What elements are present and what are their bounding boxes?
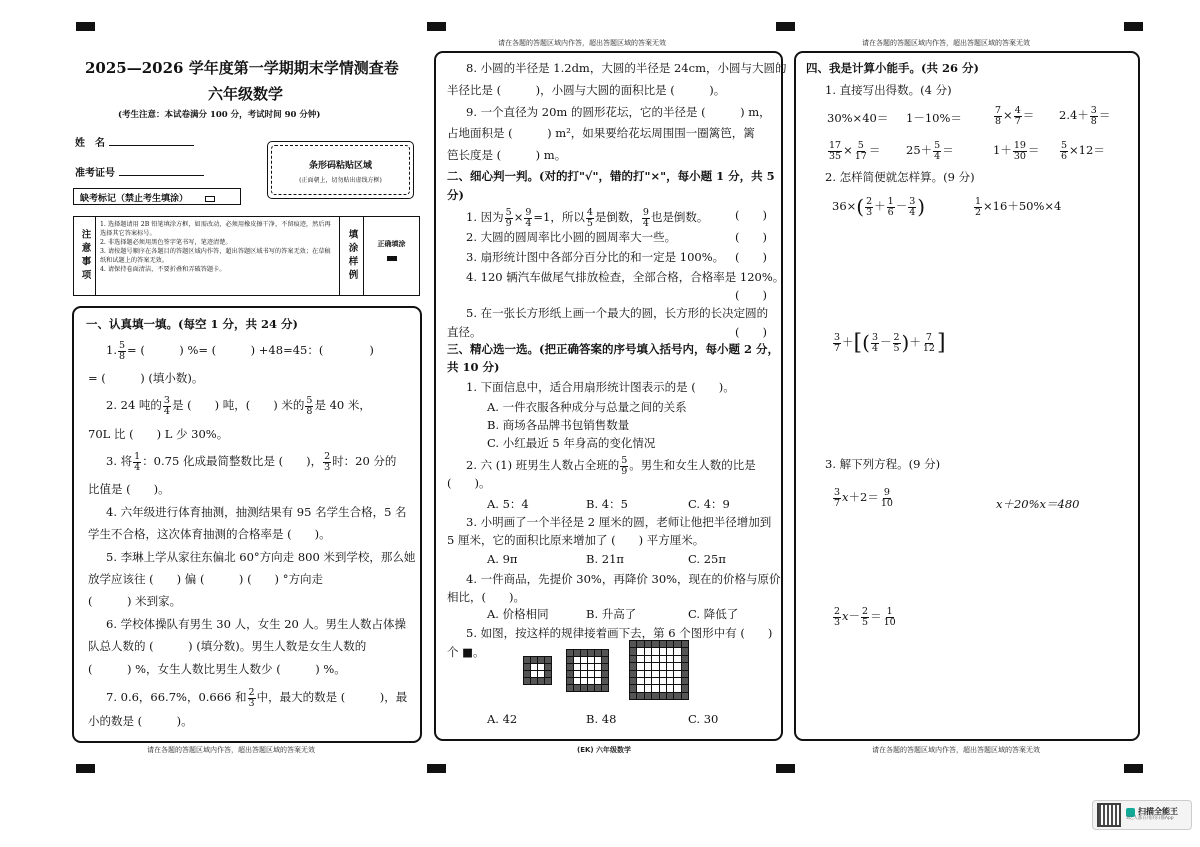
barcode-title: 条形码粘贴区域: [308, 161, 372, 171]
choice-option: A. 42: [487, 712, 518, 726]
question-line: 9. 一个直径为 20m 的圆形花坛，它的半径是 ( ) m，: [466, 105, 771, 119]
choice-option: C. 降低了: [688, 607, 739, 621]
choice-item: 相比，( )。: [447, 590, 525, 604]
question-line: 4. 六年级进行体育抽测，抽测结果有 95 名学生合格，5 名: [106, 505, 407, 519]
choice-option: A. 价格相同: [487, 607, 549, 621]
alignment-mark: [776, 764, 795, 773]
notice-head: 注意事项: [74, 217, 96, 295]
choice-item: 2. 六 (1) 班男生人数占全班的 $\frac{5}{9}$ 。男生和女生人数的比是: [466, 455, 756, 477]
judge-item: 2. 大圆的圆周率比小圆的圆周率大一些。: [466, 230, 677, 244]
choice-option: A. 一件衣服各种成分与总量之间的关系: [487, 400, 687, 414]
question-line: 3. 将 $\frac{1}{4}$ ：0.75 化成最简整数比是 ( )， $\frac{2}{3}$ 时：20 分的: [106, 451, 397, 473]
alignment-mark: [1124, 22, 1143, 31]
section-heading: 分): [447, 188, 464, 202]
question-line: 2. 24 吨的 $\frac{3}{4}$ 是 ( ) 吨，( ) 米的 $\frac{5}{8}$ 是 40 米，: [106, 395, 371, 417]
choice-option: C. 25π: [688, 552, 726, 566]
choice-option: B. 48: [586, 712, 617, 726]
alignment-mark: [76, 22, 95, 31]
calc-expression: $\frac{1}{2}$ ×16＋50%×4: [975, 196, 1062, 218]
notice-item: 1. 选择题请用 2B 铅笔填涂方框，如需改动，必须用橡皮擦干净，不留痕迹，然后再选择其它答案标号。: [100, 221, 331, 237]
choice-item: ( )。: [447, 476, 491, 490]
scanner-subtitle: 3亿人都在用的扫描App: [1126, 816, 1174, 822]
choice-item: 5. 如图，按这样的规律接着画下去，第 6 个图形中有 ( ): [466, 626, 773, 640]
calc-item: 1－10%＝: [906, 111, 962, 125]
choice-option: B. 商场各品牌书包销售数量: [487, 418, 630, 432]
calc-item: 2.4＋ $\frac{3}{8}$ ＝: [1059, 105, 1111, 127]
section-heading: 二、细心判一判。(对的打"√"，错的打"×"，每小题 1 分，共 5: [447, 169, 775, 183]
answer-paren[interactable]: ( ): [735, 325, 767, 339]
section-heading: 共 10 分): [447, 360, 500, 374]
section-heading: 一、认真填一填。(每空 1 分，共 24 分): [86, 317, 298, 331]
notice-item: 4. 请保持卷面清洁，不要折叠和弄破答题卡。: [100, 266, 226, 273]
choice-option: C. 30: [688, 712, 719, 726]
top-notice: 请在各题的答题区域内作答，超出答题区域的答案无效: [862, 39, 1030, 47]
question-line: ( ) 米到家。: [88, 594, 182, 608]
question-line: 70L 比 ( ) L 少 30%。: [88, 427, 229, 441]
choice-option: C. 小红最近 5 年身高的变化情况: [487, 436, 656, 450]
choice-option: A. 9π: [487, 552, 518, 566]
choice-option: B. 升高了: [586, 607, 637, 621]
alignment-mark: [1124, 764, 1143, 773]
exam-subject: 六年级数学: [208, 85, 284, 103]
alignment-mark: [76, 764, 95, 773]
pattern-figure-1: [523, 656, 552, 685]
question-line: 3. 解下列方程。(9 分): [825, 457, 941, 471]
name-label: 姓 名: [75, 138, 105, 149]
question-line: = ( ) (填小数)。: [88, 371, 204, 385]
calc-item: 25＋ $\frac{5}{4}$ ＝: [906, 140, 954, 162]
fill-head: 填涂样例: [340, 217, 364, 295]
choice-item: 个 ■。: [447, 645, 485, 659]
exam-id-label: 准考证号: [75, 168, 115, 179]
equation: $\frac{3}{7}$ x＋2＝ $\frac{9}{10}$: [834, 487, 893, 509]
question-line: 2. 怎样简便就怎样算。(9 分): [825, 170, 975, 184]
qr-code-icon: [1097, 803, 1121, 827]
question-line: 1. 直接写出得数。(4 分): [825, 83, 952, 97]
calc-expression: $\frac{3}{7}$ ＋[( $\frac{3}{4}$ － $\frac{2}{5}$ )＋ $\frac{7}{12}$ ]: [834, 330, 946, 356]
calc-item: $\frac{7}{8}$ × $\frac{4}{7}$ ＝: [995, 105, 1035, 127]
calc-item: $\frac{5}{6}$ ×12＝: [1061, 140, 1105, 162]
judge-item: 直径。: [447, 325, 482, 339]
notice-list: [96, 217, 340, 295]
pattern-figure-2: [566, 649, 609, 692]
judge-item: 1. 因为 $\frac{5}{9}$ × $\frac{9}{4}$ =1，所以 $\frac{4}{5}$ 是倒数， $\frac{9}{4}$ 也是倒数。: [466, 207, 709, 229]
question-line: 占地面积是 ( ) m²，如果要给花坛周围围一圈篱笆，篱: [447, 126, 755, 140]
calc-expression: 36×( $\frac{2}{3}$ ＋ $\frac{1}{6}$ － $\frac{3}{4}$ ): [832, 194, 926, 219]
barcode-note: (正面朝上，切勿贴出虚线方框): [299, 177, 382, 184]
section-heading: 四、我是计算小能手。(共 26 分): [806, 61, 979, 75]
choice-item: 4. 一件商品，先提价 30%，再降价 30%，现在的价格与原价: [466, 572, 781, 586]
question-line: 小的数是 ( )。: [88, 714, 193, 728]
question-line: 8. 小圆的半径是 1.2dm，大圆的半径是 24cm，小圆与大圆的: [466, 61, 787, 75]
judge-item: 4. 120 辆汽车做尾气排放检查，全部合格，合格率是 120%。: [466, 270, 785, 284]
choice-option: A. 5：4: [487, 497, 529, 511]
question-line: 放学应该往 ( ) 偏 ( ) ( ) °方向走: [88, 572, 323, 586]
exam-note: (考生注意：本试卷满分 100 分，考试时间 90 分钟): [118, 110, 321, 120]
scanner-brand: 扫描全能王: [1138, 807, 1178, 817]
judge-item: 3. 扇形统计图中各部分百分比的和一定是 100%。: [466, 250, 725, 264]
barcode-area: [267, 141, 414, 199]
question-line: 6. 学校体操队有男生 30 人，女生 20 人。男生人数占体操: [106, 617, 407, 631]
notice-item: 2. 非选择题必须用黑色签字笔书写，笔迹清楚。: [100, 239, 232, 246]
question-line: 比值是 ( )。: [88, 482, 170, 496]
choice-item: 5 厘米，它的面积比原来增加了 ( ) 平方厘米。: [447, 533, 705, 547]
bottom-notice: 请在各题的答题区域内作答，超出答题区域的答案无效: [147, 746, 315, 754]
question-line: 7. 0.6，66.7%，0.666 和 $\frac{2}{3}$ 中，最大的数是 ( )，最: [106, 687, 408, 709]
choice-item: 1. 下面信息中，适合用扇形统计图表示的是 ( )。: [466, 380, 735, 394]
answer-paren[interactable]: ( ): [735, 230, 767, 244]
exam-id-field[interactable]: [75, 164, 204, 179]
choice-option: B. 4：5: [586, 497, 628, 511]
top-notice: 请在各题的答题区域内作答，超出答题区域的答案无效: [498, 39, 666, 47]
calc-item: 30%×40＝: [827, 111, 889, 125]
bottom-notice: 请在各题的答题区域内作答，超出答题区域的答案无效: [872, 746, 1040, 754]
calc-item: $\frac{17}{35}$ × $\frac{5}{17}$ ＝: [829, 140, 881, 162]
absent-checkbox[interactable]: [205, 196, 215, 202]
fill-sample: [387, 256, 397, 261]
question-line: 学生不合格，这次体育抽测的合格率是 ( )。: [88, 527, 331, 541]
question-line: 5. 李琳上学从家往东偏北 60°方向走 800 米到学校，那么她: [106, 550, 416, 564]
correct-fill-label: 正确填涂: [377, 239, 406, 248]
question-line: ( ) %，女生人数比男生人数少 ( ) %。: [88, 662, 346, 676]
answer-paren[interactable]: ( ): [735, 250, 767, 264]
notice-table: [73, 216, 420, 296]
judge-item: 5. 在一张长方形纸上画一个最大的圆，长方形的长决定圆的: [466, 306, 769, 320]
pattern-figure-3: [629, 640, 689, 700]
exam-title: 2025—2026 学年度第一学期期末学情测查卷: [85, 59, 399, 77]
answer-paren[interactable]: ( ): [735, 208, 767, 222]
section-heading: 三、精心选一选。(把正确答案的序号填入括号内，每小题 2 分，: [447, 342, 779, 356]
choice-option: C. 4：9: [688, 497, 730, 511]
name-field[interactable]: [75, 134, 194, 149]
alignment-mark: [776, 22, 795, 31]
calc-item: 1＋ $\frac{19}{30}$ ＝: [993, 140, 1040, 162]
equation: $\frac{2}{3}$ x－ $\frac{2}{5}$ ＝ $\frac{1}{10}$: [834, 606, 896, 628]
absent-mark-box: [73, 188, 241, 205]
answer-paren[interactable]: ( ): [735, 288, 767, 302]
choice-option: B. 21π: [586, 552, 624, 566]
question-line: 笆长度是 ( ) m。: [447, 148, 567, 162]
notice-item: 3. 请按题号顺序在各题目的答题区域内作答，超出答题区域书写的答案无效；在草稿纸和试题上的答案无效。: [100, 248, 331, 264]
question-line: 半径比是 ( )，小圆与大圆的面积比是 ( )。: [447, 83, 726, 97]
question-line: 队总人数的 ( ) (填分数)。男生人数是女生人数的: [88, 639, 367, 653]
question-line: 1. $\frac{5}{8}$ = ( ) %= ( ) +48=45：( ): [106, 340, 374, 362]
page-label: (EK) 六年级数学: [577, 746, 632, 754]
absent-label: 缺考标记（禁止考生填涂）: [80, 194, 189, 204]
alignment-mark: [427, 22, 446, 31]
choice-item: 3. 小明画了一个半径是 2 厘米的圆，老师让他把半径增加到: [466, 515, 772, 529]
equation: x＋20%x＝480: [996, 497, 1080, 511]
alignment-mark: [427, 764, 446, 773]
scanner-badge: [1092, 800, 1192, 830]
